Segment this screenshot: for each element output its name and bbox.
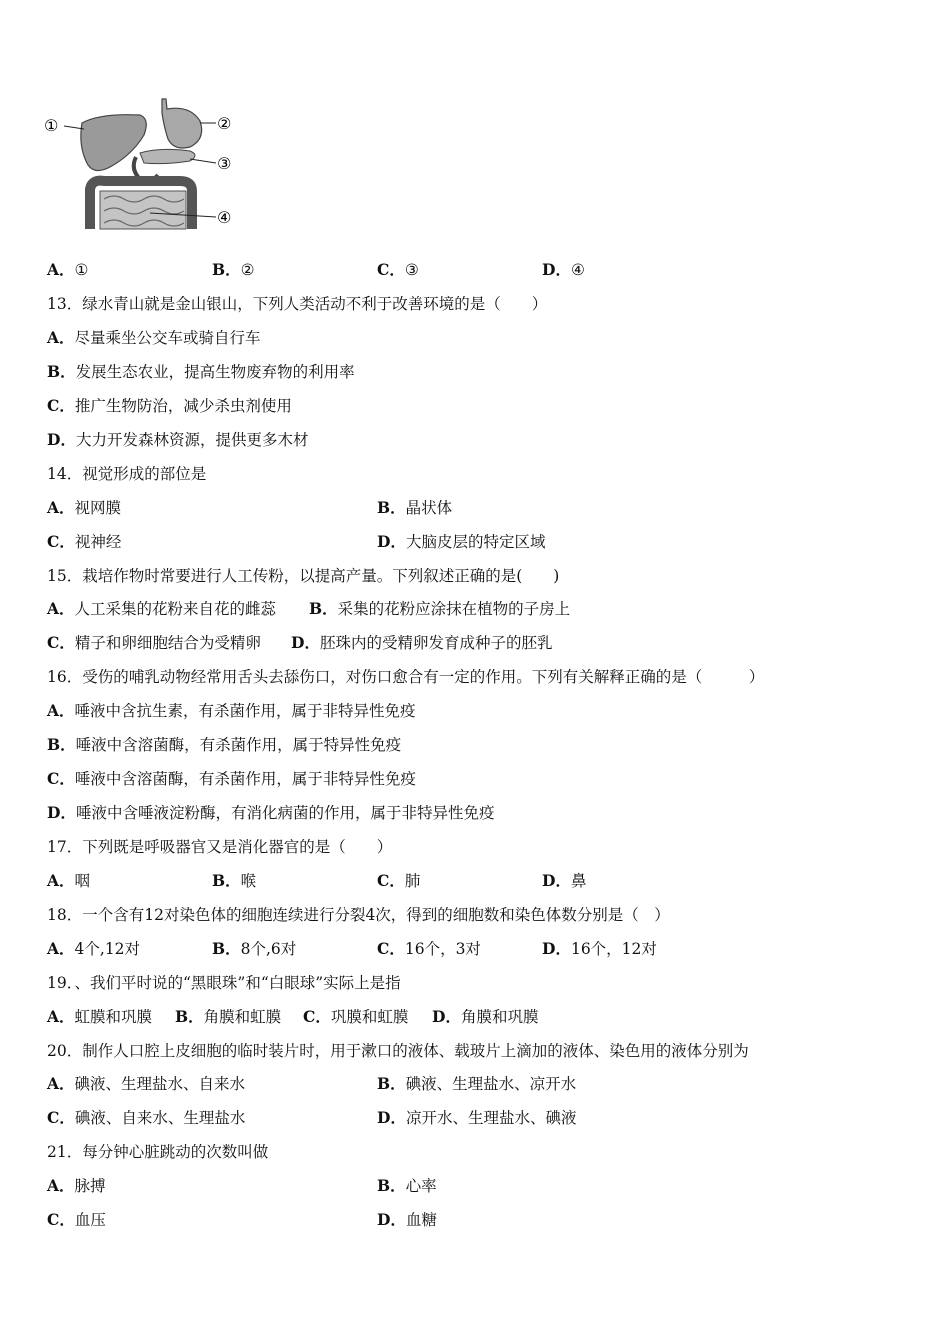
q13-stem: 13．绿水青山就是金山银山，下列人类活动不利于改善环境的是（ ） [47, 295, 548, 313]
option-text: 尽量乘坐公交车或骑自行车 [74, 329, 261, 347]
option-text: ③ [404, 261, 419, 279]
option-label: D． [542, 871, 571, 890]
q19-option-a[interactable] [47, 1007, 152, 1027]
option-label: C． [47, 633, 75, 652]
option-label: A． [47, 871, 75, 890]
q21-option-d[interactable] [377, 1210, 437, 1230]
option-text: 胚珠内的受精卵发育成种子的胚乳 [319, 634, 553, 652]
option-label: D． [432, 1007, 461, 1026]
q17-option-c[interactable] [377, 871, 420, 891]
option-text: 角膜和巩膜 [460, 1008, 539, 1026]
option-text: 咽 [74, 872, 91, 890]
option-text: 视神经 [74, 533, 122, 551]
q17-stem: 17．下列既是呼吸器官又是消化器官的是（ ） [47, 838, 393, 856]
q19-option-c[interactable] [303, 1007, 408, 1027]
option-text: 推广生物防治，减少杀虫剂使用 [74, 397, 292, 415]
q17-option-b[interactable] [212, 871, 256, 891]
q14-stem: 14．视觉形成的部位是 [47, 465, 207, 483]
option-label: C． [377, 260, 405, 279]
option-text: 血糖 [405, 1211, 437, 1229]
q12-option-b[interactable] [212, 260, 255, 280]
option-text: 碘液、自来水、生理盐水 [74, 1109, 246, 1127]
option-text: 16个，12对 [570, 940, 657, 958]
option-text: 脉搏 [74, 1177, 106, 1195]
option-label: B． [212, 939, 241, 958]
option-label: B． [212, 260, 241, 279]
option-text: 精子和卵细胞结合为受精卵 [74, 634, 261, 652]
option-label: C． [47, 532, 75, 551]
option-label: D． [377, 1108, 406, 1127]
option-text: 唾液中含溶菌酶，有杀菌作用，属于特异性免疫 [75, 736, 402, 754]
q14-option-b[interactable] [377, 498, 452, 518]
option-label: B． [377, 1176, 406, 1195]
option-label: A． [47, 1074, 75, 1093]
q13-option-a[interactable] [47, 328, 261, 348]
option-text: 16个，3对 [404, 940, 481, 958]
option-text: 鼻 [570, 872, 587, 890]
callout-label-3: ③ [217, 154, 232, 173]
option-text: 大力开发森林资源，提供更多木材 [75, 431, 309, 449]
option-label: A． [47, 1007, 75, 1026]
q15-option-b[interactable] [309, 599, 570, 619]
q13-option-c[interactable] [47, 396, 292, 416]
option-label: C． [303, 1007, 331, 1026]
option-text: 4个,12对 [74, 940, 141, 958]
option-text: ② [240, 261, 255, 279]
option-label: B． [47, 362, 76, 381]
q15-option-a[interactable] [47, 599, 276, 619]
option-label: A． [47, 328, 75, 347]
option-label: C． [377, 939, 405, 958]
option-label: C． [47, 769, 75, 788]
option-label: B． [212, 871, 241, 890]
option-text: ④ [570, 261, 585, 279]
option-text: 肺 [404, 872, 421, 890]
option-text: 唾液中含溶菌酶，有杀菌作用，属于非特异性免疫 [74, 770, 416, 788]
option-text: 巩膜和虹膜 [330, 1008, 409, 1026]
q19-stem: 19．、我们平时说的“黑眼珠”和“白眼球”实际上是指 [47, 974, 401, 992]
option-label: D． [47, 430, 76, 449]
q12-option-d[interactable] [542, 260, 585, 280]
q17-option-a[interactable] [47, 871, 90, 891]
option-text: 采集的花粉应涂抹在植物的子房上 [337, 600, 571, 618]
callout-line-3 [190, 159, 216, 163]
option-text: 8个,6对 [240, 940, 297, 958]
q21-stem: 21．每分钟心脏跳动的次数叫做 [47, 1143, 269, 1161]
option-label: A． [47, 599, 75, 618]
option-label: B． [47, 735, 76, 754]
q18-option-d[interactable] [542, 939, 657, 959]
digestive-system-figure [40, 95, 240, 235]
q16-option-c[interactable] [47, 769, 416, 789]
q16-option-d[interactable] [47, 803, 494, 823]
q18-option-a[interactable] [47, 939, 140, 959]
option-label: C． [377, 871, 405, 890]
option-text: 碘液、生理盐水、自来水 [74, 1075, 246, 1093]
option-text: 碘液、生理盐水、凉开水 [405, 1075, 577, 1093]
q21-option-a[interactable] [47, 1176, 106, 1196]
q21-option-b[interactable] [377, 1176, 437, 1196]
option-label: C． [47, 396, 75, 415]
q15-option-c[interactable] [47, 633, 261, 653]
option-text: 唾液中含唾液淀粉酶，有消化病菌的作用，属于非特异性免疫 [75, 804, 495, 822]
q21-option-c[interactable] [47, 1210, 106, 1230]
q20-option-b[interactable] [377, 1074, 576, 1094]
option-label: B． [175, 1007, 204, 1026]
option-label: A． [47, 701, 75, 720]
option-label: B． [377, 1074, 406, 1093]
option-text: 唾液中含抗生素，有杀菌作用，属于非特异性免疫 [74, 702, 416, 720]
option-label: D． [542, 260, 571, 279]
q19-option-d[interactable] [432, 1007, 538, 1027]
q20-option-d[interactable] [377, 1108, 576, 1128]
pancreas-shape [140, 149, 195, 163]
option-label: D． [377, 532, 406, 551]
option-label: D． [377, 1210, 406, 1229]
liver-shape [81, 115, 146, 171]
q18-option-b[interactable] [212, 939, 296, 959]
option-text: 角膜和虹膜 [203, 1008, 282, 1026]
q20-option-a[interactable] [47, 1074, 245, 1094]
option-text: 晶状体 [405, 499, 453, 517]
q14-option-d[interactable] [377, 532, 545, 552]
q20-option-c[interactable] [47, 1108, 245, 1128]
option-text: 血压 [74, 1211, 106, 1229]
q14-option-a[interactable] [47, 498, 121, 518]
option-label: A． [47, 939, 75, 958]
q14-option-c[interactable] [47, 532, 121, 552]
q13-option-d[interactable] [47, 430, 308, 450]
option-text: 大脑皮层的特定区域 [405, 533, 546, 551]
q16-stem: 16．受伤的哺乳动物经常用舌头去舔伤口，对伤口愈合有一定的作用。下列有关解释正确的是（ ） [47, 668, 765, 686]
q20-stem: 20．制作人口腔上皮细胞的临时装片时，用于漱口的液体、载玻片上滴加的液体、染色用的液体分别为 [47, 1042, 749, 1060]
option-text: 发展生态农业，提高生物废弃物的利用率 [75, 363, 355, 381]
option-label: A． [47, 498, 75, 517]
option-label: A． [47, 260, 75, 279]
option-label: C． [47, 1108, 75, 1127]
option-label: B． [377, 498, 406, 517]
q15-option-d[interactable] [291, 633, 552, 653]
q17-option-d[interactable] [542, 871, 586, 891]
option-label: B． [309, 599, 338, 618]
callout-label-4: ④ [217, 208, 232, 227]
q15-stem: 15．栽培作物时常要进行人工传粉，以提高产量。下列叙述正确的是( ) [47, 567, 560, 585]
q12-option-c[interactable] [377, 260, 419, 280]
option-text: 虹膜和巩膜 [74, 1008, 153, 1026]
q16-option-a[interactable] [47, 701, 416, 721]
option-label: D． [47, 803, 76, 822]
callout-label-2: ② [217, 114, 232, 133]
option-label: D． [542, 939, 571, 958]
option-text: 心率 [405, 1177, 437, 1195]
option-text: ① [74, 261, 89, 279]
option-label: C． [47, 1210, 75, 1229]
callout-label-1: ① [44, 116, 59, 135]
q19-option-b[interactable] [175, 1007, 281, 1027]
q18-stem: 18．一个含有12对染色体的细胞连续进行分裂4次，得到的细胞数和染色体数分别是（ ） [47, 906, 670, 924]
option-text: 人工采集的花粉来自花的雌蕊 [74, 600, 277, 618]
option-text: 视网膜 [74, 499, 122, 517]
option-label: A． [47, 1176, 75, 1195]
q16-option-b[interactable] [47, 735, 401, 755]
stomach-shape [162, 99, 202, 148]
option-label: D． [291, 633, 320, 652]
q12-option-a[interactable] [47, 260, 88, 280]
q18-option-c[interactable] [377, 939, 481, 959]
q13-option-b[interactable] [47, 362, 355, 382]
option-text: 喉 [240, 872, 257, 890]
option-text: 凉开水、生理盐水、碘液 [405, 1109, 577, 1127]
